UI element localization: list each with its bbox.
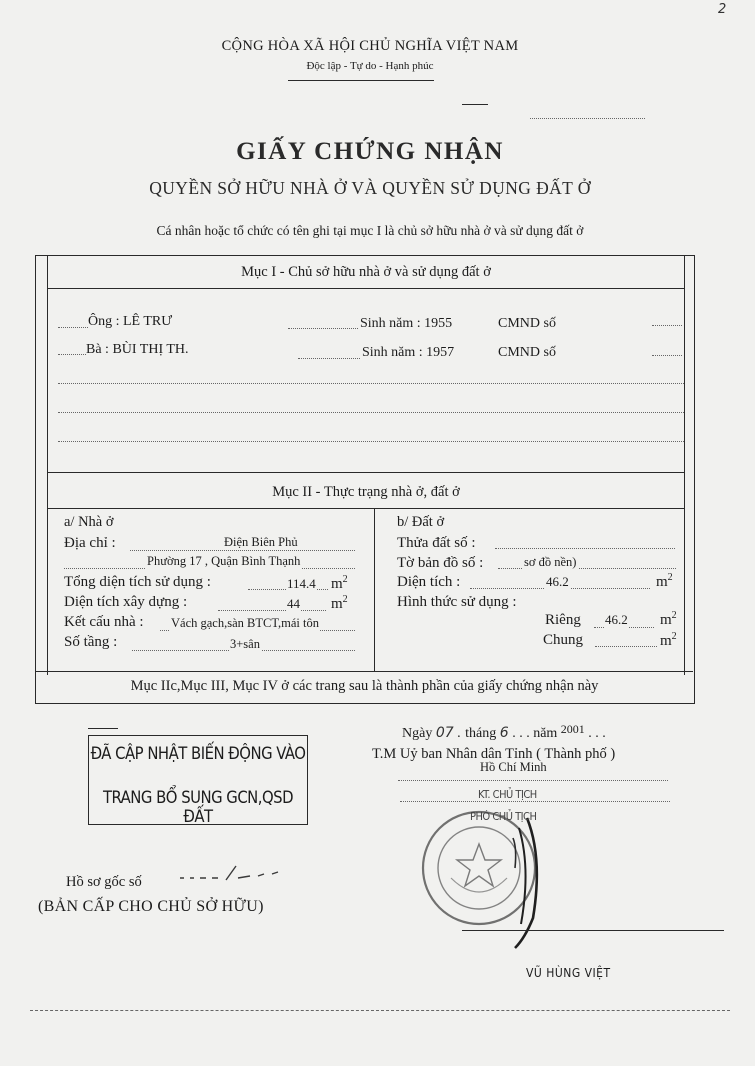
house-total-area: 114.4 [287, 576, 316, 591]
dots [58, 354, 86, 355]
unit: m [660, 612, 672, 628]
house-build-area-unit [331, 594, 348, 613]
date-year: 2001 [560, 722, 585, 736]
unit-sup: 2 [342, 594, 348, 605]
unit: m [656, 574, 668, 590]
dots [130, 550, 355, 551]
motto: Độc lập - Tự do - Hạnh phúc [306, 60, 434, 72]
dots [58, 327, 88, 328]
republic-header: CỘNG HÒA XÃ HỘI CHỦ NGHĨA VIỆT NAM [221, 38, 519, 54]
footer-note: Mục IIc,Mục III, Mục IV ở các trang sau là thành phần của giấy chứng nhận này [130, 678, 599, 694]
date-day-label: Ngày [402, 726, 433, 741]
authority-role-2: PHÓ CHỦ TỊCH [470, 810, 537, 823]
house-heading: a/ Nhà ở [64, 514, 114, 530]
dots [652, 325, 682, 326]
unit: m [331, 576, 343, 592]
section2-column-divider [374, 508, 375, 671]
stamp-mark [88, 728, 118, 729]
owner-1-birth [360, 316, 452, 332]
owner-2-prefix: Bà : [86, 342, 113, 357]
owner-2-birth-label: Sinh năm : [362, 345, 423, 360]
hand-mark [462, 104, 488, 105]
authority-city: Hồ Chí Minh [480, 760, 547, 774]
table-inner-right [684, 255, 685, 675]
owner-2-birth-year: 1957 [426, 345, 455, 360]
empty-row [58, 383, 684, 384]
date-day: 07 [435, 725, 454, 741]
house-address-line1: Điện Biên Phủ [224, 535, 298, 549]
land-map-value: sơ đồ nền) [524, 555, 577, 569]
date-year-label: năm [533, 726, 558, 741]
dots [288, 328, 358, 329]
land-shared-label: Chung [543, 632, 584, 648]
date-month: 6 [499, 725, 509, 741]
section2-heading: Mục II - Thực trạng nhà ở, đất ở [272, 484, 460, 500]
owner-1-birth-year: 1955 [424, 316, 453, 331]
land-heading: b/ Đất ở [397, 514, 445, 530]
dots [652, 355, 682, 356]
unit-sup: 2 [671, 610, 677, 621]
land-area: 46.2 [546, 574, 569, 589]
land-shared-unit [660, 631, 677, 650]
land-plot-label: Thửa đất số : [397, 535, 476, 551]
owner-1-id-label: CMND số [498, 316, 556, 331]
house-address-line2: Phường 17 , Quận Bình Thạnh [147, 554, 301, 568]
dots [595, 646, 657, 647]
land-area-unit [656, 572, 673, 591]
land-map-label: Tờ bản đồ số : [397, 555, 484, 571]
section1-heading: Mục I - Chủ sở hữu nhà ở và sử dụng đất ở [241, 264, 491, 280]
unit-sup: 2 [671, 631, 677, 642]
file-number-label: Hồ sơ gốc số [66, 874, 142, 890]
owner-1-row [88, 314, 172, 330]
land-private-label: Riêng [545, 612, 581, 628]
hand-mark-line [530, 118, 645, 119]
copy-note: (BẢN CẤP CHO CHỦ SỞ HỮU) [38, 898, 264, 915]
authority-city-line [398, 780, 668, 781]
dots [298, 358, 360, 359]
update-stamp-line-2: TRANG BỔ SUNG GCN,QSD ĐẤT [102, 788, 294, 826]
owner-1-birth-label: Sinh năm : [360, 316, 421, 331]
dots [495, 548, 675, 549]
house-floors: 3+sân [230, 637, 260, 651]
land-area-label: Diện tích : [397, 574, 461, 590]
section2-divider [48, 508, 684, 509]
owner-1-name: LÊ TRƯ [123, 314, 173, 329]
house-total-area-unit [331, 574, 348, 593]
intro-text: Cá nhân hoặc tổ chức có tên ghi tại mục I là chủ sở hữu nhà ở và sử dụng đất ở [156, 223, 584, 238]
footer-divider [36, 671, 693, 672]
owner-2-name: BÙI THỊ TH. [112, 342, 189, 357]
table-inner-left [47, 255, 48, 675]
dots [218, 610, 326, 611]
house-build-area-label: Diện tích xây dựng : [64, 594, 188, 610]
unit: m [660, 633, 672, 649]
owner-2-row [86, 342, 189, 358]
authority-line: T.M Uỷ ban Nhân dân Tỉnh ( Thành phố ) [372, 746, 616, 762]
page-bottom-line [30, 1010, 730, 1011]
owner-1-prefix: Ông : [88, 314, 123, 329]
update-stamp-line-1: ĐÃ CẬP NHẬT BIẾN ĐỘNG VÀO [90, 744, 306, 763]
section1-divider [48, 288, 684, 289]
house-floors-label: Số tầng : [64, 634, 118, 650]
owner-2-id-label: CMND số [498, 345, 556, 360]
house-total-area-label: Tổng diện tích sử dụng : [64, 574, 211, 590]
house-structure: Vách gạch,sàn BTCT,mái tôn [171, 616, 319, 630]
signer-name: VŨ HÙNG VIỆT [526, 966, 611, 980]
unit-sup: 2 [342, 574, 348, 585]
unit: m [331, 596, 343, 612]
file-number-handwriting [178, 858, 288, 884]
owner-2-birth [362, 345, 454, 361]
date-month-label: tháng [465, 726, 497, 741]
land-private: 46.2 [605, 612, 628, 627]
empty-row [58, 412, 684, 413]
authority-role-1: KT. CHỦ TỊCH [478, 788, 537, 801]
unit-sup: 2 [667, 572, 673, 583]
section2-divider-top [48, 472, 684, 473]
land-private-unit [660, 610, 677, 629]
house-address-label: Địa chỉ : [64, 535, 116, 551]
house-build-area: 44 [287, 596, 300, 611]
document-title: GIẤY CHỨNG NHẬN [236, 138, 504, 165]
document-subtitle: QUYỀN SỞ HỮU NHÀ Ở VÀ QUYỀN SỬ DỤNG ĐẤT Ở [149, 178, 591, 198]
empty-row [58, 441, 684, 442]
page-number: 2 [718, 2, 727, 17]
signature-stroke [462, 930, 724, 931]
house-structure-label: Kết cấu nhà : [64, 614, 144, 630]
motto-underline [288, 80, 434, 81]
land-usage-label: Hình thức sử dụng : [397, 594, 517, 610]
date-line: Ngày 07 . tháng 6 . . . năm 2001 . . . [402, 722, 606, 741]
